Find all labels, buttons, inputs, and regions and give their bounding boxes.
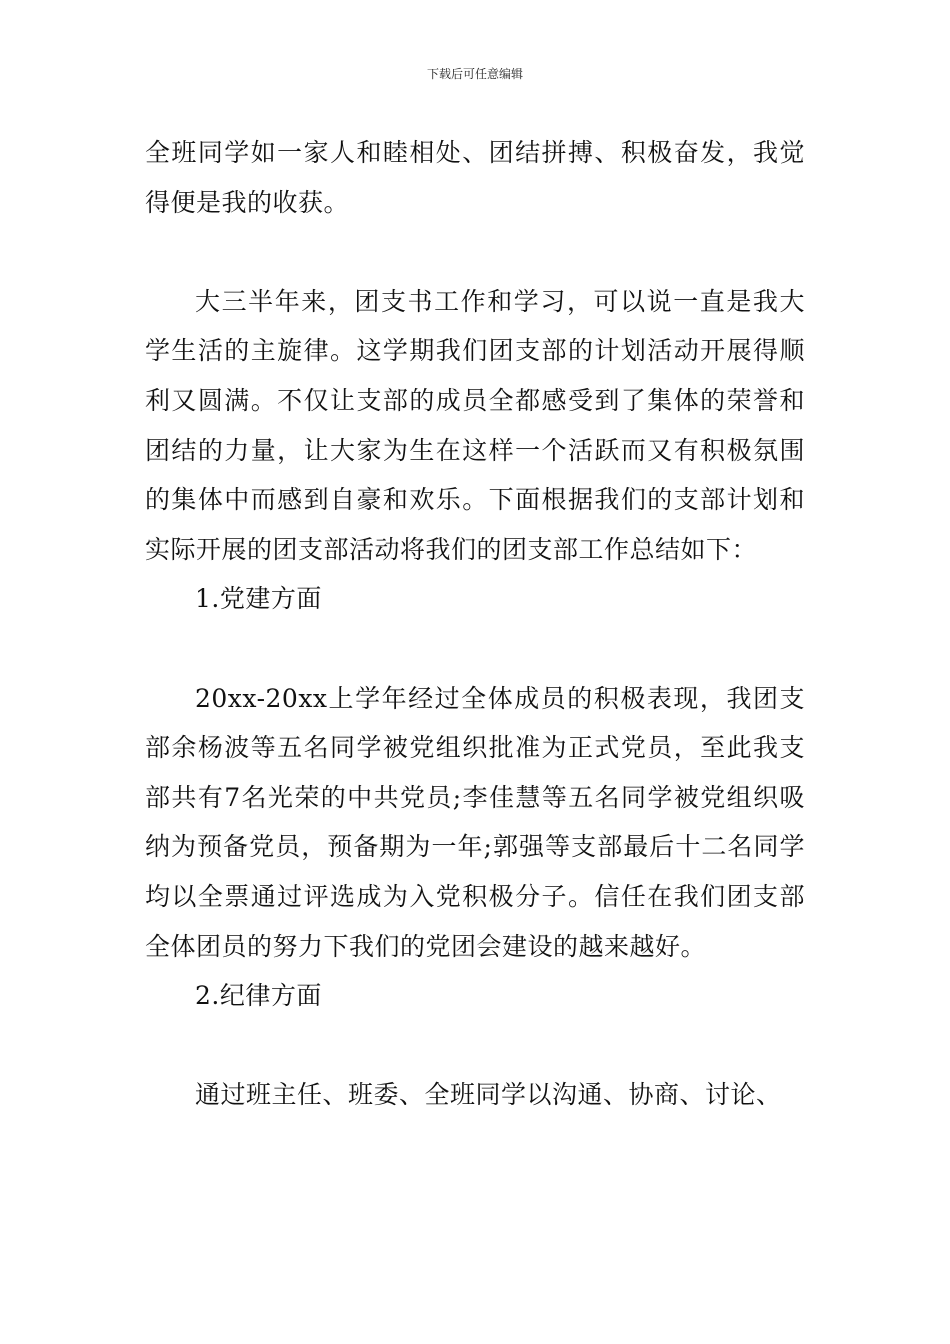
section-heading-party-building: 1.党建方面 <box>195 584 322 614</box>
section-heading-discipline: 2.纪律方面 <box>195 981 322 1011</box>
paragraph-party-building: 20xx-20xx上学年经过全体成员的积极表现，我团支部余杨波等五名同学被党组织批准为正式党员，至此我支部共有7名光荣的中共党员;李佳慧等五名同学被党组织吸纳为预备党员，预备期为一年;郭强等支部最后十二名同学均以全票通过评选成为入党积极分子。信任在我们团支部全体团员的努力下我们的党团会建设的越来越好。 <box>145 683 805 961</box>
paragraph-discipline: 通过班主任、班委、全班同学以沟通、协商、讨论、 <box>195 1080 782 1110</box>
paragraph-continuation: 全班同学如一家人和睦相处、团结拼搏、积极奋发，我觉得便是我的收获。 <box>145 138 805 217</box>
document-body <box>145 128 805 1120</box>
paragraph-intro: 大三半年来，团支书工作和学习，可以说一直是我大学生活的主旋律。这学期我们团支部的计划活动开展得顺利又圆满。不仅让支部的成员全都感受到了集体的荣誉和团结的力量，让大家为生在这样一个活跃而又有积极氛围的集体中而感到自豪和欢乐。下面根据我们的支部计划和实际开展的团支部活动将我们的团支部工作总结如下： <box>145 286 805 564</box>
page-header: 下载后可任意编辑 <box>426 67 523 81</box>
